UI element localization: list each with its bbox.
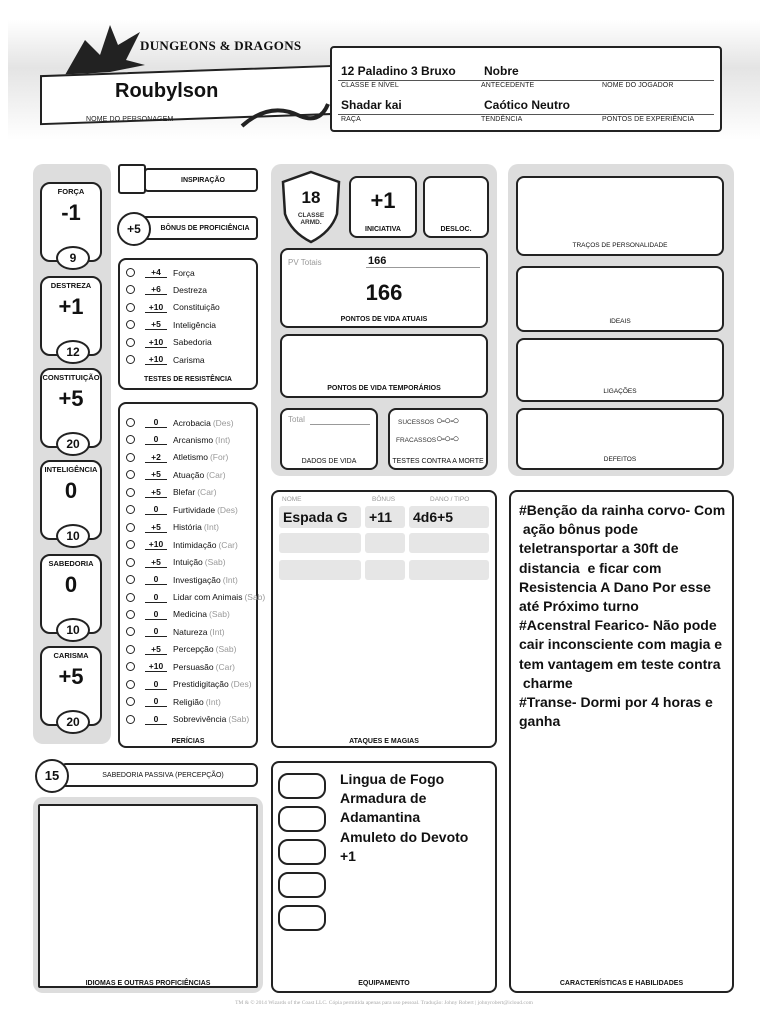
armor-class-label: CLASSE ARMD. — [297, 212, 325, 226]
info-line-2 — [338, 114, 714, 115]
hp-max-value[interactable]: 166 — [366, 255, 480, 268]
personality-label: LIGAÇÕES — [603, 388, 637, 395]
attacks-title: ATAQUES E MAGIAS — [349, 738, 419, 745]
ability-score[interactable]: 10 — [56, 618, 90, 642]
proficiency-label: BÔNUS DE PROFICIÊNCIA — [160, 225, 250, 232]
skill-name: Prestidigitação — [173, 679, 229, 690]
skill-row[interactable] — [126, 711, 249, 728]
proficiency-dot-icon[interactable] — [126, 697, 135, 706]
skill-name: Investigação — [173, 574, 221, 585]
ability-modifier[interactable]: +1 — [58, 294, 84, 319]
proficiency-dot-icon[interactable] — [126, 645, 135, 654]
ability-label: INTELIGÊNCIA — [44, 465, 98, 474]
skill-value: 0 — [145, 592, 167, 603]
languages-label: IDIOMAS E OUTRAS PROFICIÊNCIAS — [85, 980, 211, 987]
proficiency-dot-icon[interactable] — [126, 435, 135, 444]
skill-row[interactable] — [126, 536, 238, 553]
skill-value: +5 — [145, 487, 167, 498]
saving-throw-name: Constituição — [173, 302, 220, 313]
proficiency-dot-icon[interactable] — [126, 285, 135, 294]
proficiency-dot-icon[interactable] — [126, 540, 135, 549]
skill-row[interactable] — [126, 589, 265, 606]
scroll-flourish-icon — [240, 96, 330, 136]
logo-text: DUNGEONS & DRAGONS — [140, 38, 302, 53]
proficiency-dot-icon[interactable] — [126, 470, 135, 479]
attack-row-2-damage[interactable] — [409, 533, 489, 553]
armor-class-value[interactable]: 18 — [301, 188, 321, 207]
skill-row[interactable] — [126, 571, 238, 588]
ability-modifier[interactable]: 0 — [64, 572, 78, 597]
race-label: RAÇA — [341, 116, 361, 123]
alignment-label: TENDÊNCIA — [481, 116, 523, 123]
ability-score[interactable]: 20 — [56, 710, 90, 734]
skill-attr: (For) — [209, 452, 229, 463]
proficiency-dot-icon[interactable] — [126, 488, 135, 497]
initiative-label: INICIATIVA — [365, 226, 401, 233]
languages-box[interactable] — [38, 804, 258, 988]
passive-circle[interactable]: 15 — [35, 759, 69, 793]
saving-throw-row[interactable] — [126, 264, 195, 281]
skill-value: +5 — [145, 522, 167, 533]
equipment-line: Adamantina — [340, 809, 421, 826]
proficiency-dot-icon[interactable] — [126, 320, 135, 329]
skill-name: História — [173, 522, 202, 533]
alignment-value[interactable]: Caótico Neutro — [484, 98, 571, 112]
skill-attr: (Car) — [197, 487, 217, 498]
saving-throw-value: +10 — [145, 354, 167, 365]
skill-value: 0 — [145, 696, 167, 707]
skill-value: 0 — [145, 434, 167, 445]
feature-line: teletransportar a 30ft de — [519, 540, 679, 557]
ability-score[interactable]: 10 — [56, 524, 90, 548]
death-success-label: SUCESSOS — [398, 419, 435, 426]
skill-value: +10 — [145, 539, 167, 550]
ability-3 — [40, 460, 102, 543]
saving-throw-row[interactable] — [126, 299, 220, 316]
saving-throw-row[interactable] — [126, 351, 205, 368]
class-level-label: CLASSE E NÍVEL — [341, 82, 399, 89]
skill-value: 0 — [145, 574, 167, 585]
skill-attr: (Int) — [203, 522, 219, 533]
class-level-value[interactable]: 12 Paladino 3 Bruxo — [341, 64, 456, 78]
attack-col-bonus: BÔNUS — [372, 496, 396, 503]
skill-value: +5 — [145, 469, 167, 480]
skill-attr: (Car) — [215, 661, 235, 672]
skill-row[interactable] — [126, 466, 226, 483]
skill-attr: (Des) — [217, 504, 238, 515]
skill-name: Medicina — [173, 609, 208, 620]
feature-line: cair inconsciente com magia e — [519, 636, 723, 653]
personality-label: IDEAIS — [609, 318, 631, 325]
background-value[interactable]: Nobre — [484, 64, 519, 78]
player-name-label: NOME DO JOGADOR — [602, 82, 674, 89]
saving-throw-value: +6 — [145, 284, 167, 295]
skill-attr: (Int) — [215, 434, 231, 445]
skill-value: +2 — [145, 452, 167, 463]
skill-attr: (Sab) — [209, 609, 230, 620]
skill-name: Intuição — [173, 557, 203, 568]
passive-label: SABEDORIA PASSIVA (PERCEPÇÃO) — [102, 772, 224, 779]
skill-attr: (Des) — [230, 679, 252, 690]
background-label: ANTECEDENTE — [481, 82, 535, 89]
ability-label: CARISMA — [53, 651, 89, 660]
skill-value: +10 — [145, 661, 167, 672]
proficiency-dot-icon[interactable] — [126, 558, 135, 567]
personality-label: DEFEITOS — [603, 456, 637, 463]
skill-row[interactable] — [126, 554, 226, 571]
skill-attr: (Int) — [205, 696, 221, 707]
skill-name: Religião — [173, 696, 204, 707]
proficiency-dot-icon[interactable] — [126, 523, 135, 532]
saving-throw-row[interactable] — [126, 334, 212, 351]
skill-row[interactable] — [126, 606, 230, 623]
proficiency-dot-icon[interactable] — [126, 268, 135, 277]
proficiency-dot-icon[interactable] — [126, 575, 135, 584]
feature-line: distancia e ficar com — [519, 559, 662, 576]
ability-score[interactable]: 9 — [56, 246, 90, 270]
ability-score[interactable]: 20 — [56, 432, 90, 456]
features-title: CARACTERÍSTICAS E HABILIDADES — [559, 980, 684, 987]
saving-throw-name: Força — [173, 267, 195, 278]
skill-value: 0 — [145, 679, 167, 690]
skill-attr: (Des) — [212, 417, 234, 428]
skill-name: Arcanismo — [173, 434, 214, 445]
equipment-title: EQUIPAMENTO — [358, 980, 410, 987]
hit-dice-total-line — [310, 424, 370, 425]
skill-name: Natureza — [173, 626, 208, 637]
saving-throws-title: TESTES DE RESISTÊNCIA — [144, 376, 232, 383]
skill-name: Furtividade — [173, 504, 216, 515]
proficiency-dot-icon[interactable] — [126, 418, 135, 427]
character-name[interactable]: Roubylson — [115, 80, 219, 102]
hp-temp-label: PONTOS DE VIDA TEMPORÁRIOS — [327, 385, 441, 392]
ability-modifier[interactable]: +5 — [58, 386, 84, 411]
saving-throw-value: +4 — [145, 267, 167, 278]
attack-row-3-damage[interactable] — [409, 560, 489, 580]
death-success-circles[interactable]: ○-○-○ — [436, 415, 459, 427]
skill-name: Blefar — [173, 487, 196, 498]
skill-row[interactable] — [126, 623, 225, 640]
equipment-slot-pp[interactable] — [278, 806, 326, 832]
hit-dice-label: DADOS DE VIDA — [301, 458, 357, 465]
skill-attr: (Car) — [206, 469, 226, 480]
footer-copyright: TM & © 2014 Wizards of the Coast LLC. Cópia permitida apenas para uso pessoal. Tradução: Johny Robert | johnyrobert@icloud.com — [235, 1000, 533, 1006]
skill-row[interactable] — [126, 519, 219, 536]
skill-attr: (Sab) — [215, 644, 237, 655]
equipment-slot-pl[interactable] — [278, 905, 326, 931]
skill-value: 0 — [145, 504, 167, 515]
skill-row[interactable] — [126, 658, 235, 675]
attack-row-1-damage[interactable]: 4d6+5 — [409, 506, 489, 528]
attack-col-name: NOME — [282, 496, 302, 503]
feature-line: tem vantagem em teste contra — [519, 655, 721, 672]
equipment-line: Amuleto do Devoto — [340, 828, 469, 845]
attack-row-2-bonus[interactable] — [365, 533, 405, 553]
skill-row[interactable] — [126, 449, 228, 466]
equipment-slot-pe[interactable] — [278, 839, 326, 865]
proficiency-dot-icon[interactable] — [126, 355, 135, 364]
equipment-slot-pc[interactable] — [278, 773, 326, 799]
initiative-value[interactable]: +1 — [370, 188, 396, 213]
feature-line: #Benção da rainha corvo- Com — [519, 502, 726, 518]
attacks-box — [271, 490, 497, 748]
skill-value: 0 — [145, 609, 167, 620]
skill-attr: (Sab) — [228, 714, 250, 725]
feature-line: ganha — [519, 713, 561, 730]
skill-value: 0 — [145, 714, 167, 725]
skill-attr: (Int) — [209, 626, 225, 637]
skill-row[interactable] — [126, 501, 238, 518]
saving-throw-name: Sabedoria — [173, 337, 212, 348]
skill-name: Persuasão — [173, 661, 214, 672]
proficiency-dot-icon[interactable] — [126, 338, 135, 347]
proficiency-dot-icon[interactable] — [126, 610, 135, 619]
attack-row-3-name[interactable] — [279, 560, 361, 580]
proficiency-dot-icon[interactable] — [126, 627, 135, 636]
saving-throw-name: Destreza — [173, 284, 208, 295]
saving-throw-value: +10 — [145, 337, 167, 348]
equipment-line: +1 — [340, 847, 356, 864]
feature-line: charme — [519, 674, 573, 691]
ability-label: SABEDORIA — [48, 559, 94, 568]
skill-attr: (Car) — [218, 539, 238, 550]
ability-modifier[interactable]: +5 — [58, 664, 84, 689]
skill-attr: (Int) — [222, 574, 238, 585]
ability-modifier[interactable]: 0 — [64, 478, 78, 503]
feature-line: #Acenstral Fearico- Não pode — [519, 617, 717, 634]
proficiency-dot-icon[interactable] — [126, 303, 135, 312]
skill-name: Lidar com Animais — [173, 592, 243, 602]
skill-value: 0 — [145, 417, 167, 428]
equipment-text[interactable] — [340, 770, 468, 866]
skill-row[interactable] — [126, 414, 234, 431]
saving-throw-row[interactable] — [126, 281, 207, 298]
feature-line: ação bônus pode — [519, 521, 639, 538]
skills-title: PERÍCIAS — [171, 738, 205, 745]
equipment-line: Lingua de Fogo — [340, 771, 445, 787]
personality-label: TRAÇOS DE PERSONALIDADE — [572, 242, 668, 249]
ability-5 — [40, 646, 102, 729]
feature-line: até Próximo turno — [519, 598, 639, 615]
attack-row-2-name[interactable] — [279, 533, 361, 553]
attack-col-damage: DANO / TIPO — [430, 496, 470, 503]
proficiency-dot-icon[interactable] — [126, 662, 135, 671]
attack-row-1-bonus[interactable]: +11 — [365, 506, 405, 528]
ability-score[interactable]: 12 — [56, 340, 90, 364]
ability-2 — [40, 368, 102, 451]
saving-throw-name: Inteligência — [173, 319, 217, 330]
ability-0 — [40, 182, 102, 265]
ability-label: FORÇA — [57, 187, 85, 196]
proficiency-dot-icon[interactable] — [126, 505, 135, 514]
skill-row[interactable] — [126, 693, 221, 710]
skill-name: Acrobacia — [173, 417, 211, 428]
skill-row[interactable] — [126, 676, 252, 693]
ability-1 — [40, 276, 102, 359]
hp-current-label: PONTOS DE VIDA ATUAIS — [340, 316, 428, 323]
skill-name: Percepção — [173, 644, 214, 655]
hp-current-value[interactable]: 166 — [365, 280, 403, 305]
skill-name: Atuação — [173, 469, 205, 480]
skill-value: +5 — [145, 644, 167, 655]
ability-modifier[interactable]: -1 — [61, 200, 81, 225]
hit-dice-total-label: Total — [288, 415, 305, 424]
skill-name: Sobrevivência — [173, 714, 227, 725]
saving-throw-value: +10 — [145, 302, 167, 313]
feature-line: #Transe- Dormi por 4 horas e — [519, 694, 713, 711]
info-line-1 — [338, 80, 714, 81]
ability-label: DESTREZA — [50, 281, 92, 290]
skill-row[interactable] — [126, 484, 217, 501]
proficiency-circle[interactable]: +5 — [117, 212, 151, 246]
xp-label: PONTOS DE EXPERIÊNCIA — [602, 116, 695, 123]
equipment-slot-po[interactable] — [278, 872, 326, 898]
proficiency-dot-icon[interactable] — [126, 715, 135, 724]
proficiency-dot-icon[interactable] — [126, 453, 135, 462]
ability-4 — [40, 554, 102, 637]
ability-label: CONSTITUIÇÃO — [42, 373, 100, 382]
equipment-line: Armadura de — [340, 790, 427, 807]
attack-row-1-name[interactable]: Espada G — [279, 506, 361, 528]
saving-throw-row[interactable] — [126, 316, 216, 333]
feature-line: Resistencia A Dano Por esse — [519, 578, 711, 595]
attack-row-3-bonus[interactable] — [365, 560, 405, 580]
saving-throw-name: Carisma — [173, 354, 205, 365]
skill-row[interactable] — [126, 641, 236, 658]
proficiency-dot-icon[interactable] — [126, 680, 135, 689]
death-failure-label: FRACASSOS — [396, 437, 437, 444]
inspiration-checkbox[interactable] — [118, 164, 146, 194]
proficiency-dot-icon[interactable] — [126, 593, 135, 602]
speed-label: DESLOC. — [440, 226, 472, 233]
race-value[interactable]: Shadar kai — [341, 98, 402, 112]
death-failure-circles[interactable]: ○-○-○ — [436, 433, 459, 445]
skill-value: 0 — [145, 626, 167, 637]
hp-max-label: PV Totais — [288, 258, 322, 267]
skill-name: Intimidação — [173, 539, 217, 550]
skill-attr: (Sab) — [204, 557, 226, 568]
skill-value: +5 — [145, 557, 167, 568]
death-saves-label: TESTES CONTRA A MORTE — [392, 458, 484, 465]
skill-row[interactable] — [126, 431, 230, 448]
character-name-label: NOME DO PERSONAGEM — [86, 116, 174, 123]
features-text[interactable] — [519, 501, 731, 731]
skill-name: Atletismo — [173, 452, 208, 463]
inspiration-label: INSPIRAÇÃO — [181, 177, 225, 184]
skill-attr: (Sab) — [244, 592, 266, 602]
saving-throw-value: +5 — [145, 319, 167, 330]
